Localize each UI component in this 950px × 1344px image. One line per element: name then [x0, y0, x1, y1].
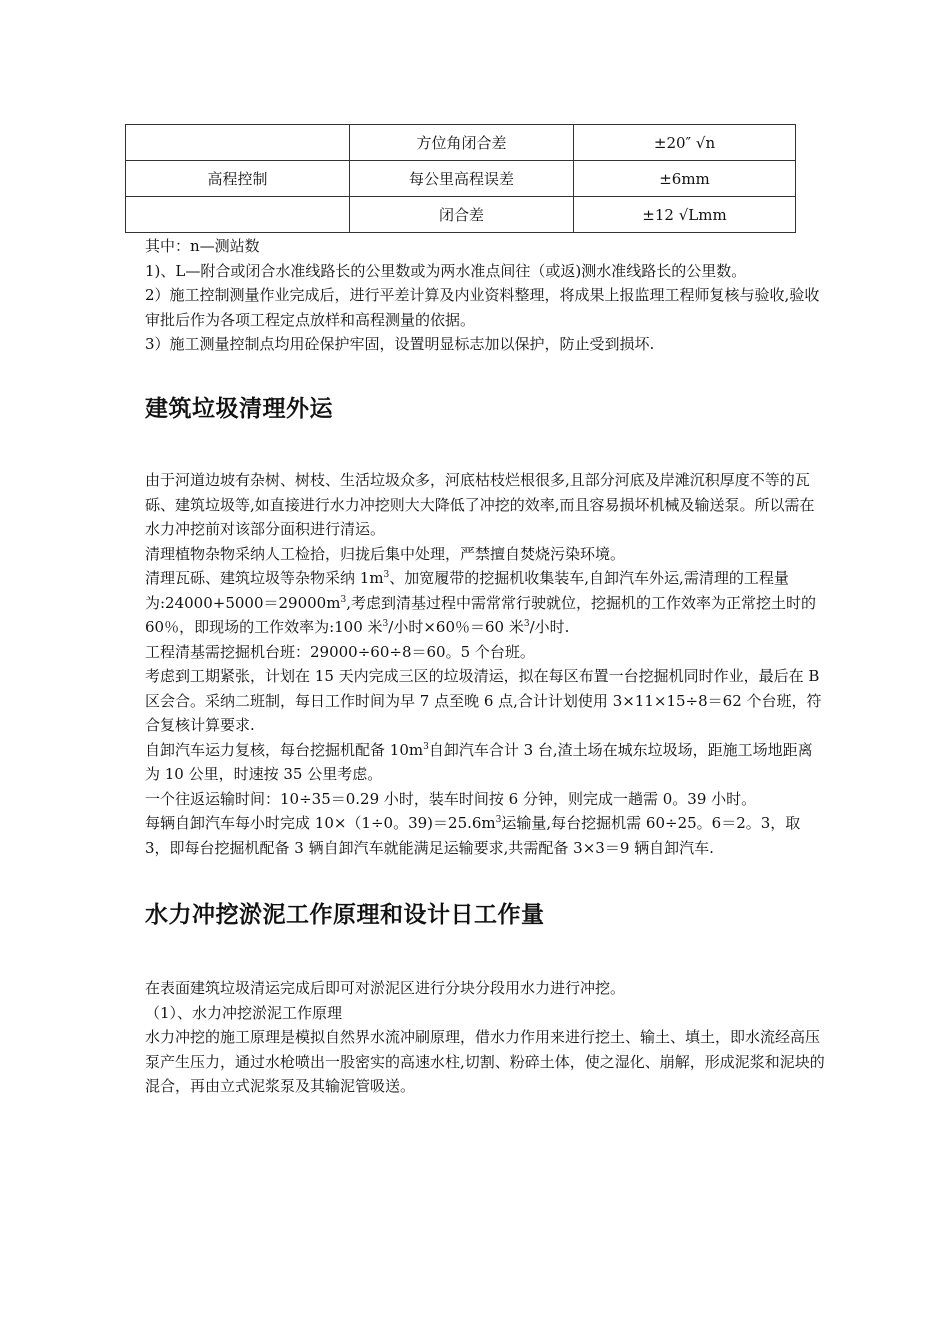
table-cell: [126, 197, 350, 233]
text-run: 、加宽履带的挖掘机收集装车,自卸汽车外运,需清理的工程量为:24000+5000＝29000m: [145, 569, 789, 612]
section-heading: 水力冲挖淤泥工作原理和设计日工作量: [145, 902, 545, 928]
paragraph: 考虑到工期紧张，计划在 15 天内完成三区的垃圾清运，拟在每区布置一台挖掘机同时作业，最后在 B 区会合。采纳二班制，每日工作时间为早 7 点至晚 6 点,合计计划使用 3×11×15÷8＝62 个台班，符合复核计算要求.: [145, 667, 822, 734]
paragraph: [145, 811, 825, 860]
text-run: 自卸汽车合计 3 台,渣土场在城东垃圾场，距施工场地距离为 10 公里，时速按 35 公里考虑。: [145, 740, 813, 783]
table-cell: 闭合差: [350, 197, 574, 233]
section-body: [145, 976, 825, 1099]
paragraph: 由于河道边坡有杂树、树枝、生活垃圾众多，河底枯枝烂根很多,且部分河底及岸滩沉积厚度不等的瓦砾、建筑垃圾等,如直接进行水力冲挖则大大降低了冲挖的效率,而且容易损坏机械及输送泵。所以需在水力冲挖前对该部分面积进行清运。: [145, 471, 815, 538]
paragraph: [145, 738, 825, 787]
note-line: 2）施工控制测量作业完成后，进行平差计算及内业资料整理，将成果上报监理工程师复核与验收,验收审批后作为各项工程定点放样和高程测量的依据。: [145, 286, 820, 329]
paragraph: 在表面建筑垃圾清运完成后即可对淤泥区进行分块分段用水力进行冲挖。: [145, 979, 626, 997]
table-row: [126, 197, 796, 233]
text-run: 运输量,每台挖掘机需 60÷25。6＝2。3，取 3，即每台挖掘机配备 3 辆自卸汽车就能满足运输要求,共需配备 3×3＝9 辆自卸汽车.: [145, 814, 801, 857]
table-cell: [126, 125, 350, 161]
superscript: 3: [340, 594, 347, 605]
superscript: 3: [382, 619, 389, 629]
table-cell: 方位角闭合差: [350, 125, 574, 161]
paragraph: 工程清基需挖掘机台班：29000÷60÷8＝60。5 个台班。: [145, 642, 535, 661]
table-cell: 高程控制: [126, 161, 350, 197]
note-line: 3）施工测量控制点均用砼保护牢固，设置明显标志加以保护，防止受到损坏.: [145, 335, 655, 353]
text-run: 每辆自卸汽车每小时完成 10×（1÷0。39)＝25.6m: [145, 814, 496, 832]
superscript: 3: [495, 815, 502, 825]
section-body: [145, 468, 825, 860]
paragraph: 清理植物杂物采纳人工检拾，归拢后集中处理，严禁擅自焚烧污染环境。: [145, 544, 626, 563]
table-cell: ±12 √Lmm: [574, 197, 796, 233]
table-cell: 每公里高程误差: [350, 161, 574, 197]
text-run: /小时.: [529, 618, 570, 636]
superscript: 3: [523, 619, 530, 629]
table-cell: ±20″ √n: [574, 125, 796, 161]
text-run: 自卸汽车运力复核，每台挖掘机配备 10m: [145, 740, 424, 759]
table-notes: [145, 234, 825, 357]
table-row: [126, 161, 796, 197]
paragraph: [145, 566, 825, 640]
note-line: 其中：n—测站数: [145, 237, 260, 255]
superscript: 3: [383, 570, 390, 580]
text-run: ,考虑到清基过程中需常常行驶就位，挖掘机的工作效率为正常挖土时的 60％，即现场的工作效率为:100 米: [145, 593, 816, 636]
paragraph: 一个往返运输时间：10÷35＝0.29 小时，装车时间按 6 分钟，则完成一趟需 0。39 小时。: [145, 789, 757, 808]
note-line: 1)、L—附合或闭合水准线路长的公里数或为两水准点间往（或返)测水准线路长的公里数。: [145, 261, 747, 280]
section-heading: 建筑垃圾清理外运: [145, 396, 333, 422]
paragraph: 水力冲挖的施工原理是模拟自然界水流冲刷原理，借水力作用来进行挖土、输土、填土，即水流经高压泵产生压力，通过水枪喷出一股密实的高速水柱,切割、粉碎土体，使之湿化、崩解，形成泥浆和泥块的混合，再由立式泥浆泵及其输泥管吸送。: [145, 1028, 825, 1095]
text-run: 清理瓦砾、建筑垃圾等杂物采纳 1m: [145, 569, 384, 587]
text-run: /小时×60％＝60 米: [388, 618, 524, 636]
paragraph: （1）、水力冲挖淤泥工作原理: [145, 1003, 343, 1022]
control-accuracy-table: [125, 124, 796, 233]
table-cell: ±6mm: [574, 161, 796, 197]
superscript: 3: [423, 741, 429, 752]
table-row: [126, 125, 796, 161]
